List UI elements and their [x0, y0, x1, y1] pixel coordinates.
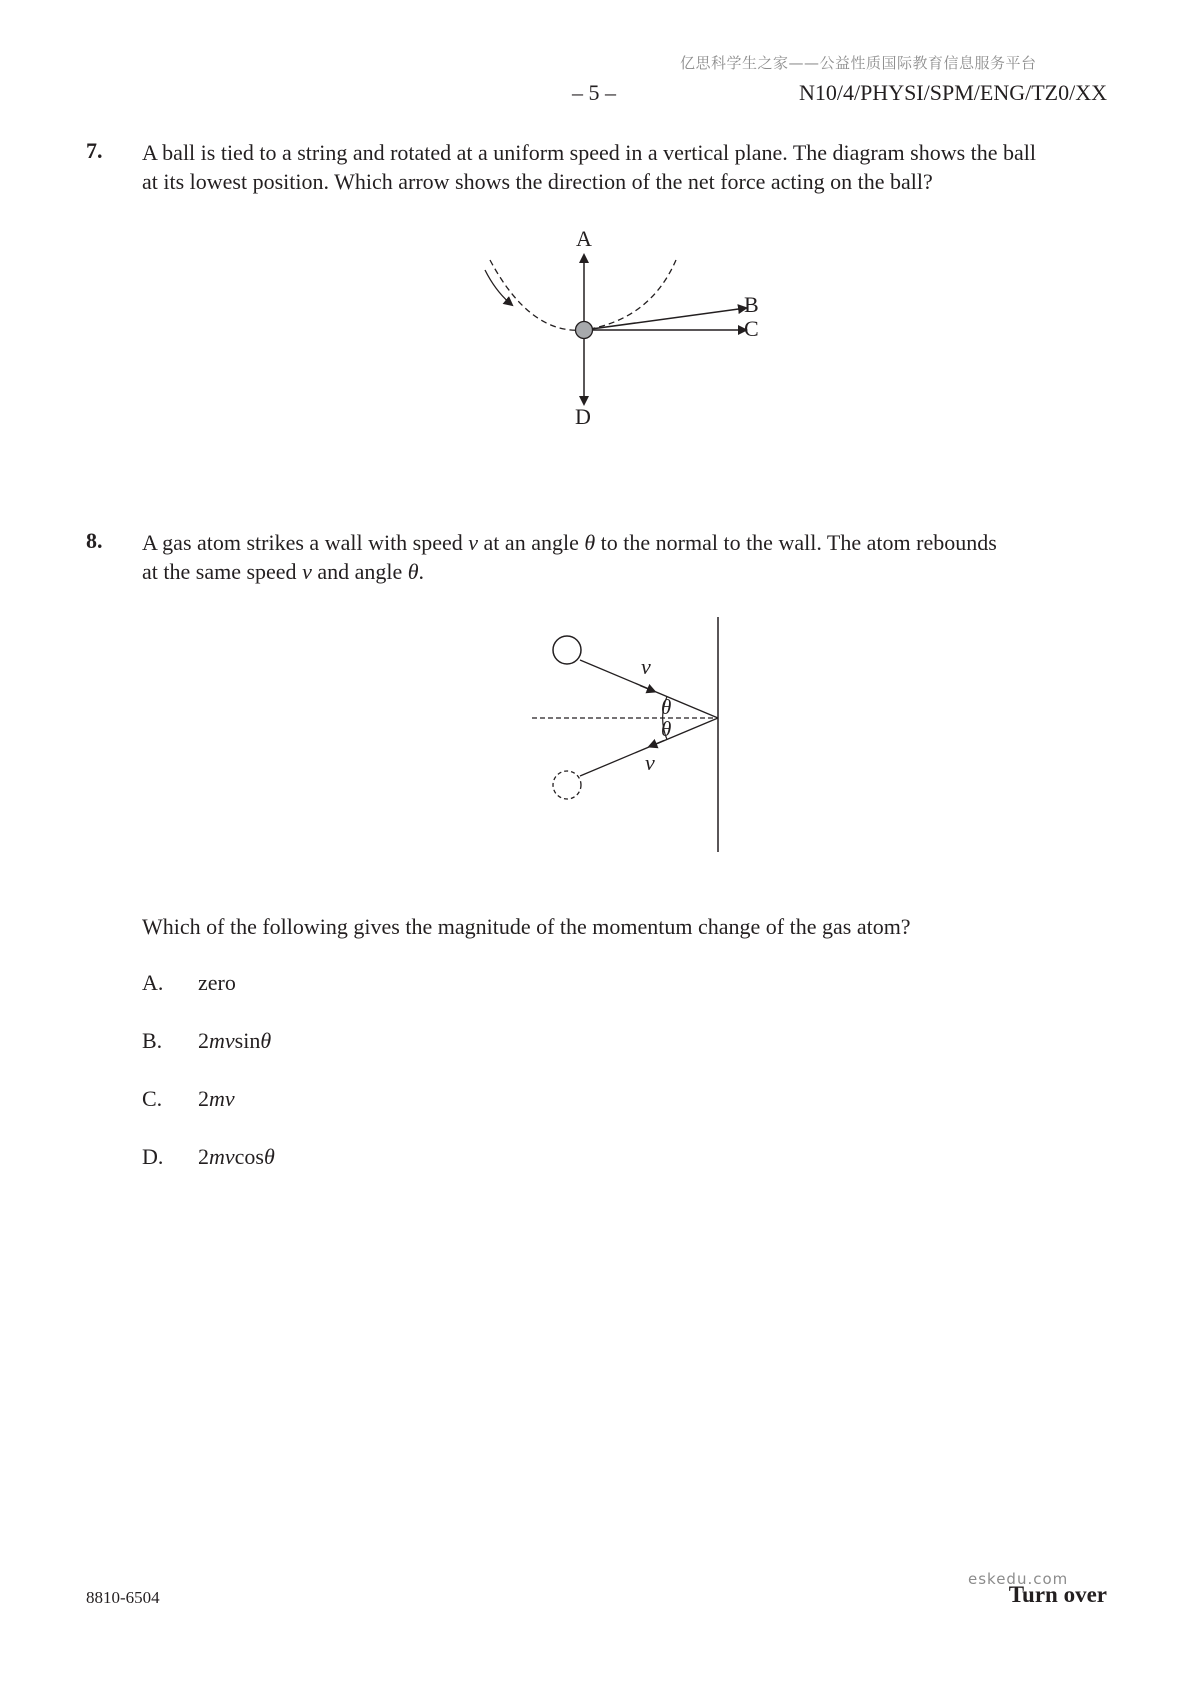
- question-7-number: 7.: [86, 138, 103, 163]
- paper-code: N10/4/PHYSI/SPM/ENG/TZ0/XX: [798, 80, 1107, 105]
- question-7-diagram: [0, 0, 1191, 470]
- label-theta-bottom: θ: [661, 717, 672, 741]
- option-d-text: 2mvcosθ: [198, 1144, 275, 1169]
- question-8-diagram: [0, 600, 1191, 870]
- question-8-line-1: A gas atom strikes a wall with speed v at an angle θ to the normal to the wall. The atom rebounds: [142, 530, 997, 555]
- label-b: B: [744, 292, 759, 317]
- label-a: A: [576, 226, 592, 251]
- arrow-b: [584, 308, 746, 330]
- question-8-line-2: at the same speed v and angle θ.: [142, 559, 425, 584]
- gas-atom: [553, 636, 581, 664]
- question-7-line-1: A ball is tied to a string and rotated at a uniform speed in a vertical plane. The diagram shows the ball: [142, 140, 1037, 165]
- circular-path-dashed: [490, 260, 676, 330]
- option-a-text: zero: [198, 970, 236, 995]
- outgoing-arrow-icon: [652, 741, 664, 746]
- option-b-text: 2mvsinθ: [198, 1028, 272, 1053]
- ball: [576, 322, 593, 339]
- option-d-letter: D.: [142, 1144, 164, 1169]
- option-c-letter: C.: [142, 1086, 163, 1111]
- header-watermark: 亿思科学生之家——公益性质国际教育信息服务平台: [680, 54, 1037, 72]
- label-c: C: [744, 316, 759, 341]
- incoming-arrow-icon: [640, 686, 652, 691]
- footer-code: 8810-6504: [86, 1588, 160, 1607]
- page-number: – 5 –: [572, 80, 616, 105]
- gas-atom-rebound: [553, 771, 581, 799]
- label-v-outgoing: v: [645, 750, 655, 775]
- option-a-letter: A.: [142, 970, 164, 995]
- label-v-incoming: v: [641, 654, 651, 679]
- question-8-prompt: Which of the following gives the magnitude of the momentum change of the gas atom?: [142, 914, 911, 939]
- motion-arrow-icon: [485, 270, 512, 305]
- label-d: D: [575, 404, 591, 429]
- option-b-letter: B.: [142, 1028, 163, 1053]
- question-8-number: 8.: [86, 528, 103, 553]
- option-c-text: 2mv: [198, 1086, 235, 1111]
- question-7-line-2: at its lowest position. Which arrow shows the direction of the net force acting on the ball?: [142, 169, 933, 194]
- footer-watermark: eskedu.com: [968, 1570, 1069, 1588]
- label-theta-top: θ: [661, 695, 672, 719]
- turn-over: Turn over: [1008, 1582, 1107, 1607]
- question-8-text: [142, 528, 1108, 586]
